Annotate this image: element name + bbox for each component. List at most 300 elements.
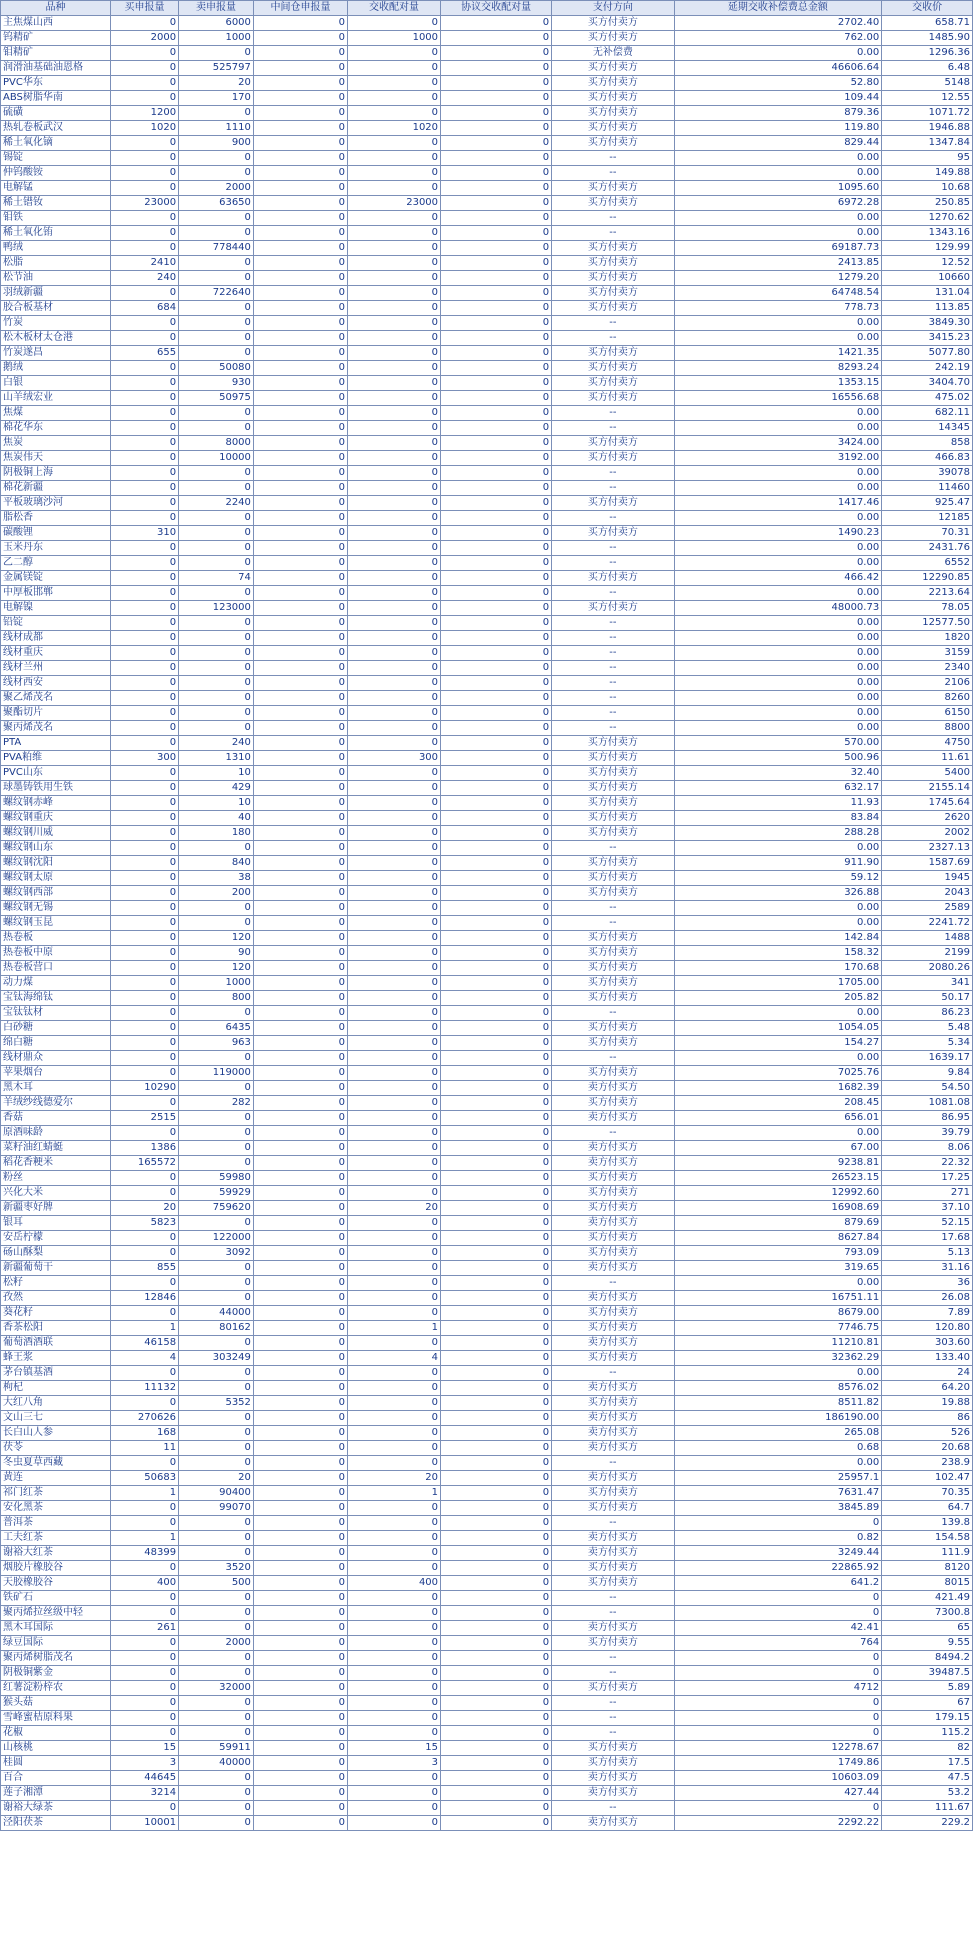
cell-delivery-matched: 0 <box>348 1651 441 1666</box>
cell-compensation-total: 4712 <box>674 1681 882 1696</box>
cell-variety: 宝钛钛材 <box>1 1006 111 1021</box>
cell-payment-direction: -- <box>552 1276 674 1291</box>
cell-delivery-price: 24 <box>882 1366 973 1381</box>
cell-delivery-price: 858 <box>882 436 973 451</box>
cell-payment-direction: 买方付卖方 <box>552 436 674 451</box>
cell-intermediate-declared: 0 <box>253 496 347 511</box>
cell-delivery-price: 10.68 <box>882 181 973 196</box>
table-row <box>1 1111 973 1126</box>
cell-delivery-price: 5077.80 <box>882 346 973 361</box>
cell-agreement-matched: 0 <box>441 1456 552 1471</box>
cell-variety: 白砂糖 <box>1 1021 111 1036</box>
cell-payment-direction: 买方付卖方 <box>552 766 674 781</box>
cell-agreement-matched: 0 <box>441 1141 552 1156</box>
cell-delivery-matched: 0 <box>348 616 441 631</box>
cell-sell-declared: 0 <box>179 646 254 661</box>
cell-payment-direction: 买方付卖方 <box>552 376 674 391</box>
cell-variety: 螺纹钢无锡 <box>1 901 111 916</box>
cell-buy-declared: 0 <box>111 856 179 871</box>
cell-agreement-matched: 0 <box>441 1756 552 1771</box>
table-row <box>1 721 973 736</box>
cell-compensation-total: 1705.00 <box>674 976 882 991</box>
cell-delivery-matched: 0 <box>348 1816 441 1831</box>
cell-sell-declared: 800 <box>179 991 254 1006</box>
cell-delivery-matched: 0 <box>348 1456 441 1471</box>
cell-buy-declared: 0 <box>111 691 179 706</box>
cell-agreement-matched: 0 <box>441 1471 552 1486</box>
cell-intermediate-declared: 0 <box>253 136 347 151</box>
cell-agreement-matched: 0 <box>441 1501 552 1516</box>
cell-sell-declared: 0 <box>179 346 254 361</box>
cell-sell-declared: 59980 <box>179 1171 254 1186</box>
cell-variety: 茯苓 <box>1 1441 111 1456</box>
cell-agreement-matched: 0 <box>441 781 552 796</box>
cell-agreement-matched: 0 <box>441 1246 552 1261</box>
cell-delivery-price: 2106 <box>882 676 973 691</box>
cell-sell-declared: 0 <box>179 1111 254 1126</box>
cell-payment-direction: 卖方付买方 <box>552 1411 674 1426</box>
cell-variety: 粉丝 <box>1 1171 111 1186</box>
cell-intermediate-declared: 0 <box>253 376 347 391</box>
cell-delivery-matched: 0 <box>348 1051 441 1066</box>
cell-intermediate-declared: 0 <box>253 1306 347 1321</box>
cell-intermediate-declared: 0 <box>253 1741 347 1756</box>
cell-variety: 山羊绒宏业 <box>1 391 111 406</box>
cell-delivery-price: 9.84 <box>882 1066 973 1081</box>
cell-payment-direction: 买方付卖方 <box>552 946 674 961</box>
cell-sell-declared: 0 <box>179 151 254 166</box>
cell-payment-direction: -- <box>552 586 674 601</box>
table-row <box>1 1441 973 1456</box>
cell-variety: PTA <box>1 736 111 751</box>
cell-sell-declared: 119000 <box>179 1066 254 1081</box>
cell-intermediate-declared: 0 <box>253 106 347 121</box>
cell-intermediate-declared: 0 <box>253 241 347 256</box>
cell-payment-direction: -- <box>552 721 674 736</box>
cell-payment-direction: 买方付卖方 <box>552 1201 674 1216</box>
cell-intermediate-declared: 0 <box>253 661 347 676</box>
cell-delivery-price: 149.88 <box>882 166 973 181</box>
cell-sell-declared: 900 <box>179 136 254 151</box>
cell-intermediate-declared: 0 <box>253 76 347 91</box>
cell-intermediate-declared: 0 <box>253 616 347 631</box>
cell-intermediate-declared: 0 <box>253 556 347 571</box>
cell-agreement-matched: 0 <box>441 466 552 481</box>
cell-payment-direction: 买方付卖方 <box>552 1756 674 1771</box>
cell-delivery-price: 5148 <box>882 76 973 91</box>
table-row <box>1 1471 973 1486</box>
table-row <box>1 151 973 166</box>
cell-delivery-matched: 0 <box>348 406 441 421</box>
cell-buy-declared: 0 <box>111 1396 179 1411</box>
cell-payment-direction: -- <box>552 1126 674 1141</box>
cell-delivery-matched: 23000 <box>348 196 441 211</box>
cell-intermediate-declared: 0 <box>253 1366 347 1381</box>
cell-agreement-matched: 0 <box>441 1321 552 1336</box>
cell-sell-declared: 0 <box>179 1006 254 1021</box>
cell-sell-declared: 3520 <box>179 1561 254 1576</box>
cell-variety: 原酒味龄 <box>1 1126 111 1141</box>
cell-delivery-matched: 0 <box>348 1291 441 1306</box>
cell-variety: 线材鼎众 <box>1 1051 111 1066</box>
cell-delivery-matched: 0 <box>348 256 441 271</box>
cell-compensation-total: 186190.00 <box>674 1411 882 1426</box>
cell-payment-direction: 买方付卖方 <box>552 196 674 211</box>
cell-compensation-total: 6972.28 <box>674 196 882 211</box>
table-row <box>1 181 973 196</box>
cell-agreement-matched: 0 <box>441 346 552 361</box>
cell-delivery-matched: 0 <box>348 316 441 331</box>
cell-sell-declared: 170 <box>179 91 254 106</box>
cell-variety: 花椒 <box>1 1726 111 1741</box>
table-row <box>1 91 973 106</box>
cell-payment-direction: 卖方付买方 <box>552 1471 674 1486</box>
cell-delivery-matched: 0 <box>348 1516 441 1531</box>
cell-payment-direction: 买方付卖方 <box>552 1246 674 1261</box>
cell-compensation-total: 0.00 <box>674 631 882 646</box>
cell-buy-declared: 0 <box>111 1366 179 1381</box>
cell-variety: 黄连 <box>1 1471 111 1486</box>
cell-intermediate-declared: 0 <box>253 1171 347 1186</box>
cell-sell-declared: 0 <box>179 481 254 496</box>
cell-payment-direction: 买方付卖方 <box>552 391 674 406</box>
cell-intermediate-declared: 0 <box>253 211 347 226</box>
cell-sell-declared: 0 <box>179 1786 254 1801</box>
cell-agreement-matched: 0 <box>441 1726 552 1741</box>
table-row <box>1 1621 973 1636</box>
cell-agreement-matched: 0 <box>441 1156 552 1171</box>
table-row <box>1 1291 973 1306</box>
table-row <box>1 1546 973 1561</box>
cell-intermediate-declared: 0 <box>253 1276 347 1291</box>
cell-sell-declared: 0 <box>179 1366 254 1381</box>
cell-compensation-total: 0.00 <box>674 1051 882 1066</box>
cell-compensation-total: 2292.22 <box>674 1816 882 1831</box>
table-row <box>1 601 973 616</box>
cell-agreement-matched: 0 <box>441 871 552 886</box>
cell-payment-direction: 卖方付买方 <box>552 1771 674 1786</box>
cell-delivery-matched: 3 <box>348 1756 441 1771</box>
cell-payment-direction: 买方付卖方 <box>552 451 674 466</box>
cell-delivery-matched: 0 <box>348 901 441 916</box>
cell-buy-declared: 0 <box>111 676 179 691</box>
cell-compensation-total: 0.00 <box>674 166 882 181</box>
cell-delivery-matched: 0 <box>348 271 441 286</box>
cell-buy-declared: 0 <box>111 1171 179 1186</box>
cell-delivery-matched: 0 <box>348 541 441 556</box>
table-row <box>1 1651 973 1666</box>
cell-agreement-matched: 0 <box>441 1696 552 1711</box>
cell-payment-direction: 买方付卖方 <box>552 181 674 196</box>
cell-delivery-price: 17.25 <box>882 1171 973 1186</box>
cell-agreement-matched: 0 <box>441 931 552 946</box>
cell-intermediate-declared: 0 <box>253 571 347 586</box>
cell-agreement-matched: 0 <box>441 1051 552 1066</box>
table-row <box>1 286 973 301</box>
cell-payment-direction: -- <box>552 1051 674 1066</box>
cell-sell-declared: 0 <box>179 1276 254 1291</box>
cell-compensation-total: 0.00 <box>674 586 882 601</box>
cell-agreement-matched: 0 <box>441 706 552 721</box>
cell-delivery-price: 12.52 <box>882 256 973 271</box>
cell-delivery-matched: 15 <box>348 1741 441 1756</box>
table-row <box>1 1576 973 1591</box>
cell-payment-direction: -- <box>552 676 674 691</box>
cell-delivery-price: 22.32 <box>882 1156 973 1171</box>
cell-delivery-matched: 0 <box>348 916 441 931</box>
cell-compensation-total: 911.90 <box>674 856 882 871</box>
cell-buy-declared: 0 <box>111 1696 179 1711</box>
cell-agreement-matched: 0 <box>441 16 552 31</box>
cell-delivery-price: 6150 <box>882 706 973 721</box>
cell-delivery-matched: 1000 <box>348 31 441 46</box>
cell-intermediate-declared: 0 <box>253 841 347 856</box>
cell-agreement-matched: 0 <box>441 496 552 511</box>
cell-buy-declared: 0 <box>111 1231 179 1246</box>
cell-compensation-total: 16908.69 <box>674 1201 882 1216</box>
table-row <box>1 406 973 421</box>
cell-variety: 文山三七 <box>1 1411 111 1426</box>
table-row <box>1 226 973 241</box>
cell-sell-declared: 2000 <box>179 181 254 196</box>
cell-delivery-matched: 0 <box>348 1396 441 1411</box>
cell-delivery-price: 229.2 <box>882 1816 973 1831</box>
cell-compensation-total: 8576.02 <box>674 1381 882 1396</box>
table-row <box>1 1156 973 1171</box>
cell-payment-direction: 买方付卖方 <box>552 1681 674 1696</box>
cell-sell-declared: 0 <box>179 841 254 856</box>
cell-agreement-matched: 0 <box>441 1771 552 1786</box>
table-row <box>1 946 973 961</box>
cell-payment-direction: -- <box>552 466 674 481</box>
table-row <box>1 811 973 826</box>
cell-delivery-price: 12185 <box>882 511 973 526</box>
cell-agreement-matched: 0 <box>441 751 552 766</box>
cell-delivery-price: 8015 <box>882 1576 973 1591</box>
table-row <box>1 646 973 661</box>
cell-variety: 新疆枣好牌 <box>1 1201 111 1216</box>
cell-delivery-matched: 0 <box>348 571 441 586</box>
cell-buy-declared: 0 <box>111 661 179 676</box>
cell-sell-declared: 0 <box>179 556 254 571</box>
cell-variety: 螺纹钢川威 <box>1 826 111 841</box>
table-row <box>1 1456 973 1471</box>
table-row <box>1 1096 973 1111</box>
cell-payment-direction: 卖方付买方 <box>552 1111 674 1126</box>
cell-compensation-total: 0.00 <box>674 226 882 241</box>
cell-compensation-total: 208.45 <box>674 1096 882 1111</box>
cell-sell-declared: 1000 <box>179 976 254 991</box>
cell-intermediate-declared: 0 <box>253 1066 347 1081</box>
cell-delivery-matched: 0 <box>348 46 441 61</box>
cell-compensation-total: 0.00 <box>674 661 882 676</box>
table-row <box>1 1606 973 1621</box>
cell-variety: 润滑油基础油恩格 <box>1 61 111 76</box>
cell-payment-direction: -- <box>552 316 674 331</box>
cell-variety: 锡锭 <box>1 151 111 166</box>
cell-compensation-total: 0.00 <box>674 706 882 721</box>
cell-delivery-matched: 0 <box>348 841 441 856</box>
cell-agreement-matched: 0 <box>441 376 552 391</box>
cell-sell-declared: 0 <box>179 316 254 331</box>
cell-delivery-matched: 0 <box>348 496 441 511</box>
table-row <box>1 931 973 946</box>
cell-buy-declared: 0 <box>111 586 179 601</box>
cell-sell-declared: 0 <box>179 1381 254 1396</box>
cell-compensation-total: 0 <box>674 1666 882 1681</box>
cell-intermediate-declared: 0 <box>253 541 347 556</box>
cell-delivery-price: 3849.30 <box>882 316 973 331</box>
cell-sell-declared: 1310 <box>179 751 254 766</box>
cell-variety: 仲钨酸铵 <box>1 166 111 181</box>
cell-agreement-matched: 0 <box>441 1441 552 1456</box>
cell-compensation-total: 1095.60 <box>674 181 882 196</box>
cell-compensation-total: 32362.29 <box>674 1351 882 1366</box>
cell-sell-declared: 120 <box>179 931 254 946</box>
cell-delivery-matched: 0 <box>348 826 441 841</box>
cell-variety: 工夫红茶 <box>1 1531 111 1546</box>
cell-agreement-matched: 0 <box>441 841 552 856</box>
cell-buy-declared: 0 <box>111 316 179 331</box>
cell-intermediate-declared: 0 <box>253 931 347 946</box>
cell-variety: 线材成都 <box>1 631 111 646</box>
cell-variety: 葵花籽 <box>1 1306 111 1321</box>
cell-sell-declared: 0 <box>179 1621 254 1636</box>
cell-buy-declared: 3214 <box>111 1786 179 1801</box>
table-row <box>1 31 973 46</box>
cell-buy-declared: 655 <box>111 346 179 361</box>
cell-delivery-matched: 0 <box>348 1591 441 1606</box>
cell-intermediate-declared: 0 <box>253 1216 347 1231</box>
cell-delivery-price: 2213.64 <box>882 586 973 601</box>
cell-delivery-price: 19.88 <box>882 1396 973 1411</box>
cell-buy-declared: 0 <box>111 616 179 631</box>
cell-compensation-total: 16751.11 <box>674 1291 882 1306</box>
cell-delivery-price: 421.49 <box>882 1591 973 1606</box>
cell-intermediate-declared: 0 <box>253 601 347 616</box>
table-row <box>1 376 973 391</box>
cell-intermediate-declared: 0 <box>253 511 347 526</box>
cell-payment-direction: 买方付卖方 <box>552 1066 674 1081</box>
table-row <box>1 1396 973 1411</box>
cell-intermediate-declared: 0 <box>253 1636 347 1651</box>
cell-variety: 稀土镨钕 <box>1 196 111 211</box>
cell-delivery-price: 238.9 <box>882 1456 973 1471</box>
cell-compensation-total: 0.00 <box>674 646 882 661</box>
cell-payment-direction: 买方付卖方 <box>552 346 674 361</box>
cell-agreement-matched: 0 <box>441 91 552 106</box>
cell-compensation-total: 0.00 <box>674 421 882 436</box>
cell-delivery-price: 5.48 <box>882 1021 973 1036</box>
cell-sell-declared: 59929 <box>179 1186 254 1201</box>
cell-buy-declared: 0 <box>111 496 179 511</box>
cell-compensation-total: 326.88 <box>674 886 882 901</box>
cell-sell-declared: 0 <box>179 406 254 421</box>
cell-sell-declared: 0 <box>179 1216 254 1231</box>
cell-delivery-price: 475.02 <box>882 391 973 406</box>
table-row <box>1 1531 973 1546</box>
cell-sell-declared: 20 <box>179 76 254 91</box>
cell-buy-declared: 1 <box>111 1321 179 1336</box>
cell-delivery-price: 78.05 <box>882 601 973 616</box>
cell-sell-declared: 40 <box>179 811 254 826</box>
cell-sell-declared: 500 <box>179 1576 254 1591</box>
cell-sell-declared: 200 <box>179 886 254 901</box>
cell-intermediate-declared: 0 <box>253 1411 347 1426</box>
cell-delivery-matched: 0 <box>348 1096 441 1111</box>
cell-sell-declared: 0 <box>179 331 254 346</box>
cell-agreement-matched: 0 <box>441 76 552 91</box>
cell-buy-declared: 46158 <box>111 1336 179 1351</box>
cell-intermediate-declared: 0 <box>253 1381 347 1396</box>
cell-intermediate-declared: 0 <box>253 1501 347 1516</box>
cell-delivery-matched: 0 <box>348 1081 441 1096</box>
cell-delivery-price: 65 <box>882 1621 973 1636</box>
cell-sell-declared: 10 <box>179 796 254 811</box>
cell-buy-declared: 0 <box>111 181 179 196</box>
cell-payment-direction: 卖方付买方 <box>552 1621 674 1636</box>
table-row <box>1 331 973 346</box>
cell-delivery-matched: 0 <box>348 601 441 616</box>
cell-buy-declared: 0 <box>111 1051 179 1066</box>
cell-buy-declared: 20 <box>111 1201 179 1216</box>
cell-delivery-matched: 0 <box>348 1501 441 1516</box>
cell-agreement-matched: 0 <box>441 676 552 691</box>
cell-agreement-matched: 0 <box>441 166 552 181</box>
cell-payment-direction: 卖方付买方 <box>552 1531 674 1546</box>
table-row <box>1 826 973 841</box>
cell-compensation-total: 109.44 <box>674 91 882 106</box>
cell-compensation-total: 1353.15 <box>674 376 882 391</box>
table-row <box>1 1201 973 1216</box>
cell-sell-declared: 963 <box>179 1036 254 1051</box>
cell-variety: 安岳柠檬 <box>1 1231 111 1246</box>
cell-delivery-matched: 0 <box>348 361 441 376</box>
cell-delivery-price: 2241.72 <box>882 916 973 931</box>
cell-buy-declared: 1 <box>111 1531 179 1546</box>
cell-payment-direction: 买方付卖方 <box>552 976 674 991</box>
cell-buy-declared: 0 <box>111 1456 179 1471</box>
cell-sell-declared: 0 <box>179 1726 254 1741</box>
cell-variety: 山核桃 <box>1 1741 111 1756</box>
cell-agreement-matched: 0 <box>441 1411 552 1426</box>
cell-delivery-matched: 0 <box>348 796 441 811</box>
cell-payment-direction: 买方付卖方 <box>552 961 674 976</box>
cell-sell-declared: 0 <box>179 1516 254 1531</box>
cell-buy-declared: 0 <box>111 46 179 61</box>
cell-sell-declared: 0 <box>179 661 254 676</box>
cell-compensation-total: 0 <box>674 1801 882 1816</box>
cell-variety: 钼精矿 <box>1 46 111 61</box>
table-row <box>1 841 973 856</box>
table-row <box>1 346 973 361</box>
cell-buy-declared: 0 <box>111 451 179 466</box>
table-row <box>1 1036 973 1051</box>
table-row <box>1 1486 973 1501</box>
cell-agreement-matched: 0 <box>441 1786 552 1801</box>
cell-delivery-matched: 0 <box>348 781 441 796</box>
table-row <box>1 466 973 481</box>
cell-buy-declared: 0 <box>111 1591 179 1606</box>
cell-payment-direction: 买方付卖方 <box>552 526 674 541</box>
cell-sell-declared: 0 <box>179 616 254 631</box>
cell-intermediate-declared: 0 <box>253 826 347 841</box>
cell-intermediate-declared: 0 <box>253 31 347 46</box>
cell-intermediate-declared: 0 <box>253 1576 347 1591</box>
cell-delivery-price: 12.55 <box>882 91 973 106</box>
cell-delivery-matched: 0 <box>348 451 441 466</box>
cell-delivery-matched: 4 <box>348 1351 441 1366</box>
